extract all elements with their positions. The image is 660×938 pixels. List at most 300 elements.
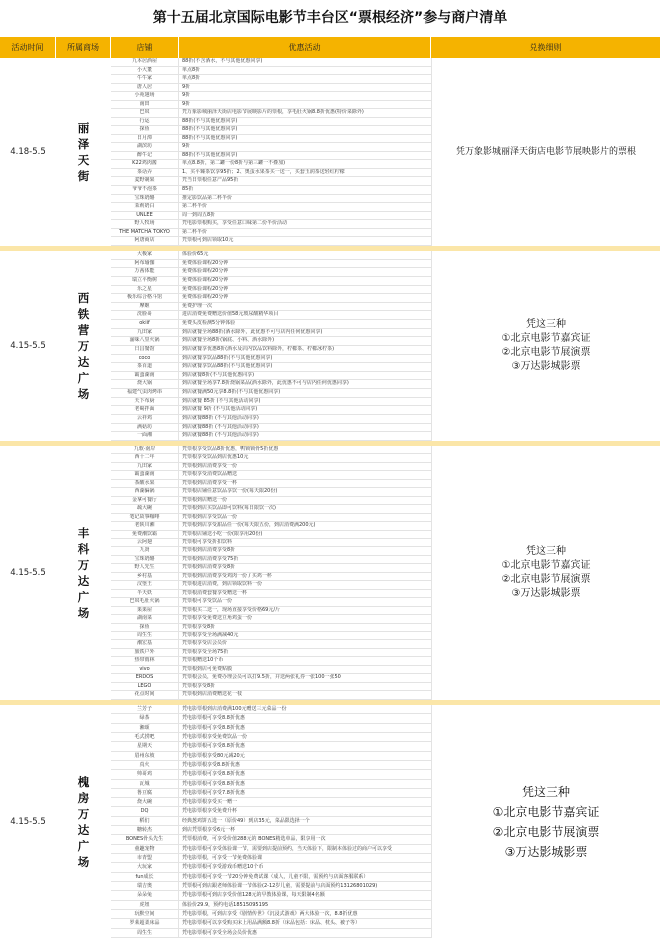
shop-name: 日昌餐馆 — [111, 346, 179, 354]
offer-text: 凭电影票根享受80元减20元 — [182, 752, 245, 759]
shop-name: 星期天 — [111, 742, 179, 750]
header-mall: 所属商场 — [56, 37, 111, 58]
shop-name: coco — [111, 355, 179, 363]
offer-text: 免费护理一次 — [182, 302, 213, 309]
shop-name: 九歌·南岸 — [111, 446, 179, 453]
table-row — [111, 691, 431, 699]
redeem-line: ①北京电影节嘉宾证 — [492, 804, 600, 819]
table-row — [111, 471, 431, 479]
table-row — [111, 320, 431, 329]
page-title: 第十五届北京国际电影节丰台区“票根经济”参与商户清单 — [152, 10, 508, 26]
shop-name: ERDOS — [111, 674, 179, 681]
offer-text: 凭电影票根可享受8.8折优惠 — [182, 743, 245, 750]
offer-text: 到店就餐全场88折(酒水除外，此优惠不可与店内任何优惠同享) — [182, 328, 323, 335]
offer-text: 免费体验课程20分钟 — [182, 294, 229, 301]
table-row — [111, 632, 431, 640]
redeem-text — [502, 545, 591, 601]
offer-text: 凭电影票根享受免费饮品一份 — [182, 733, 248, 740]
table-row — [111, 615, 431, 623]
table-row — [111, 724, 431, 733]
shop-name: 周生生 — [111, 929, 179, 937]
offer-text: 到店就餐满50元享8.8折(不与其他优惠同享) — [182, 389, 281, 395]
table-row — [111, 640, 431, 648]
shop-name: 牛牛家 — [111, 75, 179, 83]
table-row — [111, 873, 431, 882]
redeem-line: 凭这三种 — [526, 546, 566, 557]
table-row — [111, 363, 431, 372]
table-header — [0, 37, 660, 58]
table-row — [111, 590, 431, 598]
table-row — [111, 531, 431, 539]
shop-name: 茶百道 — [111, 363, 179, 371]
table-row — [111, 212, 431, 221]
offer-text: 推定影饮品第二杯半价 — [182, 194, 233, 201]
shop-name: 云祥鸡 — [111, 415, 179, 423]
shop-name: 满菇坊 — [111, 424, 179, 432]
redeem-line: ③万达影城影票 — [511, 361, 581, 372]
offer-text: 免费体验课程20分钟 — [182, 259, 229, 266]
table-row — [111, 126, 431, 135]
table-row — [111, 372, 431, 381]
offer-text: 单点8.8折，第二罐一份8折与第三罐一不叠加) — [182, 160, 286, 167]
table-row — [111, 919, 431, 928]
shop-name: 乡村基 — [111, 573, 179, 580]
offer-text: 凭票根会员，免费办理会员可以打9.5折，并送两张礼券一张100一张50 — [182, 674, 341, 681]
shop-name: 大极家 — [111, 251, 179, 259]
table-row — [111, 835, 431, 844]
table-row — [111, 303, 431, 312]
offer-text: 经典葱鸡饼五选一（原价49）到店35元，菜品限选择一个 — [182, 817, 310, 824]
shop-name: 毛式捞吧 — [111, 733, 179, 741]
offer-text: 凭电影票根可享受体验课一节，需要到店提前预约，当天体验下，限制本体验过的商户可以享受 — [182, 845, 393, 852]
table-row — [111, 624, 431, 632]
shop-name: 玩默空间 — [111, 910, 179, 918]
offer-text: 凭电影票根可享受8.8折优惠 — [182, 771, 245, 778]
table-row — [111, 497, 431, 505]
offer-text: 周一到周五8折 — [182, 211, 216, 218]
table-row — [111, 573, 431, 581]
table-row — [111, 109, 431, 118]
offer-text: 第二杯半价 — [182, 228, 208, 235]
mall-section — [0, 251, 660, 441]
shop-name: 万茜体能 — [111, 268, 179, 276]
table-row — [111, 564, 431, 572]
redeem-line: 凭这三种 — [526, 319, 566, 330]
mall-cell — [56, 446, 111, 700]
offer-text: 88折(不与其他优惠同享) — [182, 126, 238, 133]
shop-name: 瓦城 — [111, 780, 179, 788]
shop-name: 烧大锅 — [111, 380, 179, 388]
offer-text: 88折(不与其他优惠同享) — [182, 134, 238, 141]
redeem-line: 凭这三种 — [521, 784, 570, 799]
shop-name: 霸蛮湖南 — [111, 471, 179, 478]
offer-text: 凭票根到店消费享受75折 — [182, 555, 239, 562]
shop-name: 帅哥鸡 — [111, 770, 179, 778]
header-offer: 优惠活动 — [179, 37, 431, 58]
mall-name: 丽泽天街 — [77, 121, 90, 183]
redeem-line: ①北京电影节嘉宾证 — [501, 560, 591, 571]
shop-name: 福建气虫肉烤串 — [111, 389, 179, 397]
offer-text: 凭票根到店赠送一份 — [182, 496, 228, 503]
shop-list — [111, 446, 431, 700]
table-row — [111, 118, 431, 127]
offer-text: 进店消费免费赠送价值58元玻尿酸精华项目 — [182, 311, 279, 318]
table-row — [111, 666, 431, 674]
shop-name: 老蜀拌面 — [111, 406, 179, 414]
header-date: 活动时间 — [0, 37, 56, 58]
table-row — [111, 752, 431, 761]
shop-name: 茉莉奶白 — [111, 203, 179, 211]
shop-name: 霸蛮湖南 — [111, 372, 179, 380]
table-row — [111, 929, 431, 938]
table-row — [111, 346, 431, 355]
redeem-line: ③万达影城影票 — [504, 844, 588, 859]
shop-name: 麦野制果 — [111, 177, 179, 185]
mall-name: 丰科万达广场 — [77, 526, 90, 620]
redeem-line: ①北京电影节嘉宾证 — [501, 333, 591, 344]
shop-name: 九田家 — [111, 329, 179, 337]
table-row — [111, 220, 431, 229]
offer-text: 凭票根到店享受饮品一份 — [182, 513, 238, 520]
shop-name: 疏大碗 — [111, 505, 179, 512]
header-redeem: 兑换细则 — [529, 43, 562, 52]
table-row — [111, 229, 431, 238]
offer-text: 88折(不与其他优惠同享) — [182, 151, 238, 158]
offer-text: 单点8折 — [182, 75, 201, 82]
offer-text: 凭电影票根购买，享受任意口味第二份半价活动 — [182, 220, 288, 227]
offer-text: 凭电影票根可享受游戏币赠送10个币 — [182, 864, 264, 871]
table-row — [111, 910, 431, 919]
redeem-line: ②北京电影节展演票 — [501, 347, 591, 358]
offer-text: 免费体验课程20分钟 — [182, 276, 229, 283]
table-row — [111, 260, 431, 269]
offer-text: 凭电影票根享受买一赠一 — [182, 799, 238, 806]
offer-text: 凭电影票根可享受8.8折优惠 — [182, 724, 245, 731]
offer-text: 免费体验课程20分钟 — [182, 268, 229, 275]
table-row — [111, 845, 431, 854]
offer-text: 到店就餐8折(不与其他优惠同享) — [182, 371, 255, 378]
offer-text: 9折 — [182, 143, 191, 150]
mall-name: 槐房万达广场 — [77, 774, 90, 869]
shop-name: 南田 — [111, 101, 179, 109]
shop-name: 瑞立平衡树 — [111, 277, 179, 285]
offer-text: 凭电影票根可享受7.8折优惠 — [182, 789, 245, 796]
table-row — [111, 683, 431, 691]
shop-name: 阿布瑜伽 — [111, 260, 179, 268]
shop-name: fun成长 — [111, 873, 179, 881]
table-row — [111, 432, 431, 441]
table-row — [111, 203, 431, 212]
table-row — [111, 480, 431, 488]
table-row — [111, 380, 431, 389]
offer-text: 凭票根到店消费享受一份 — [182, 462, 238, 469]
table-row — [111, 446, 431, 454]
shop-name: 半天妖 — [111, 590, 179, 597]
shop-name: 绿茶 — [111, 714, 179, 722]
offer-text: 凭票根享受8折 — [182, 682, 216, 689]
shop-name: 九田家 — [111, 463, 179, 470]
offer-text: 85折 — [182, 185, 194, 192]
table-row — [111, 742, 431, 751]
redeem-line: ②北京电影节展演票 — [492, 824, 600, 839]
activity-date: 4.15-5.5 — [10, 816, 46, 827]
mall-name: 西铁营万达广场 — [77, 291, 90, 401]
redeem-rules — [431, 58, 660, 246]
shop-name: 罗莱超柔床品 — [111, 919, 179, 927]
offer-text: 凭票根店铺任意饮品享饮一份(每天限20份) — [182, 488, 278, 495]
shop-name: 果果屋 — [111, 607, 179, 614]
offer-text: 凭票根享受店会员价 — [182, 640, 228, 647]
shop-name: 极乐综合格斗馆 — [111, 294, 179, 302]
offer-text: 凭电影票根可享受一节20分钟免费试课（成人，儿童不限，需预约与店面客服联系） — [182, 873, 369, 880]
table-row — [111, 169, 431, 178]
shop-name: 旅铁户外 — [111, 649, 179, 656]
activity-date: 4.15-5.5 — [10, 568, 46, 578]
table-row — [111, 67, 431, 76]
redeem-rules — [431, 446, 660, 700]
redeem-rules — [431, 251, 660, 441]
table-row — [111, 355, 431, 364]
offer-text: 凭票根到店消费享受8折 — [182, 564, 236, 571]
shop-name: 虎妞 — [111, 901, 179, 909]
shop-name: 笔记故事咖啡 — [111, 514, 179, 521]
table-row — [111, 607, 431, 615]
offer-text: 凭电影票根享受免费升杯 — [182, 808, 238, 815]
shop-name: 行运 — [111, 118, 179, 126]
offer-text: 凭电影票根，可到店享受《剧情传世》《沉浸式游戏》两大体验一次，8.8折优惠 — [182, 910, 358, 917]
offer-text: 9折 — [182, 92, 191, 99]
table-row — [111, 311, 431, 320]
offer-text: 9折 — [182, 83, 191, 90]
table-row — [111, 514, 431, 522]
shop-name: 阿唐商店 — [111, 237, 179, 245]
shop-name: 西十二年 — [111, 454, 179, 461]
table-row — [111, 581, 431, 589]
offer-text: 凭票根店铺送小吃一份(限享用20份) — [182, 530, 263, 537]
shop-name: THE MATCHA TOKYO — [111, 229, 179, 237]
table-row — [111, 539, 431, 547]
table-row — [111, 152, 431, 161]
shop-name: 大玩家 — [111, 863, 179, 871]
shop-name: 周生生 — [111, 632, 179, 639]
offer-text: 凭票根到店享受甜品任一份(每天限五份，到店消费满200元) — [182, 522, 316, 529]
offer-text: 凭票根享受全场75折 — [182, 648, 229, 655]
offer-text: 凭票根到店消费享受8折 — [182, 547, 236, 554]
table-row — [111, 826, 431, 835]
shop-name: 洗脸哥 — [111, 311, 179, 319]
shop-name: BONES骨头先生 — [111, 835, 179, 843]
offer-text: 到店就餐88折 (不与其他活动同享) — [182, 414, 259, 421]
shop-name: 老陕川湘 — [111, 522, 179, 529]
shop-name: DQ — [111, 807, 179, 815]
table-row — [111, 406, 431, 415]
shop-name: 市青盟 — [111, 854, 179, 862]
table-row — [111, 733, 431, 742]
shop-name: 爷爷不泡茶 — [111, 186, 179, 194]
shop-name: 天下布厨 — [111, 398, 179, 406]
table-row — [111, 714, 431, 723]
table-row — [111, 186, 431, 195]
table-row — [111, 817, 431, 826]
offer-text: 到店就餐享饮品88折(不与其他优惠同享) — [182, 354, 273, 361]
table-row — [111, 863, 431, 872]
offer-text: 1、买平臻茶饮享95折；2、奥蛋水果茶买一送一，买套玉润茶送轻红柠檬 — [182, 168, 345, 175]
offer-text: 体验价29.9，预约电话18515095195 — [182, 901, 269, 908]
table-row — [111, 424, 431, 433]
shop-list — [111, 58, 431, 246]
offer-text: 凭票根可到店领取10元 — [182, 237, 234, 244]
shop-name: 湘颂 — [111, 724, 179, 732]
shop-name: 唐人居 — [111, 84, 179, 92]
table-row — [111, 547, 431, 555]
offer-text: 免费体验课程20分钟 — [182, 285, 229, 292]
shop-name: 巴奴 — [111, 109, 179, 117]
table-row — [111, 237, 431, 246]
offer-text: 凭票根到店买饮品即可饮料(每日限饮一次) — [182, 505, 276, 512]
offer-text: 凭票根可享受折扣饮料 — [182, 538, 233, 545]
shop-name: 烧大碗 — [111, 798, 179, 806]
shop-name: 野人牧场 — [111, 220, 179, 228]
shop-name: 茶话弄 — [111, 169, 179, 177]
table-row — [111, 277, 431, 286]
offer-text: 凭票根赠送10个币 — [182, 657, 224, 664]
shop-name: 九本居酒屋 — [111, 58, 179, 66]
table-row — [111, 135, 431, 144]
shop-name: UNLEE — [111, 212, 179, 220]
mall-section — [0, 446, 660, 700]
shop-name: 野人先生 — [111, 564, 179, 571]
table-row — [111, 882, 431, 891]
offer-text: 凭电影票根到店消费满100元赠送三元菜品一份 — [182, 706, 287, 712]
shop-name: 湖南菜 — [111, 615, 179, 622]
table-row — [111, 657, 431, 665]
shop-name: 一面湘 — [111, 432, 179, 440]
offer-text: 凭票根享受8折 — [182, 623, 216, 630]
shop-name: 西湖偏锅 — [111, 488, 179, 495]
offer-text: 到店就餐88折 (不与其他活动同享) — [182, 423, 259, 430]
offer-text: 到店就餐享饮品88折(不与其他优惠同享) — [182, 363, 273, 370]
shop-name: 真火 — [111, 761, 179, 769]
table-row — [111, 58, 431, 67]
shop-name: LEGO — [111, 683, 179, 690]
table-row — [111, 329, 431, 338]
table-row — [111, 294, 431, 303]
mall-cell — [56, 58, 111, 246]
offer-text: 到店就餐享优惠8折(酒水及店内饮品饮料除外，柠檬茶、柠檬冰柠茶) — [182, 345, 335, 352]
shop-name: vivo — [111, 666, 179, 673]
redeem-line: ③万达影城影票 — [511, 588, 581, 599]
table-row — [111, 522, 431, 530]
shop-name: 宝珠奶酪 — [111, 195, 179, 203]
offer-text: 凭票根到店可免费贴膜 — [182, 665, 233, 672]
shop-name: 探鱼 — [111, 624, 179, 631]
shop-name: 金拿可餐厅 — [111, 497, 179, 504]
table-row — [111, 505, 431, 513]
offer-text: 免费头皮检测5分钟体验 — [182, 320, 236, 326]
shop-name: 糖转杰 — [111, 826, 179, 834]
table-row — [111, 761, 431, 770]
table-row — [111, 84, 431, 93]
mall-section — [0, 705, 660, 938]
table-row — [111, 268, 431, 277]
offer-text: 凭当日票根任意产品95折 — [182, 177, 239, 184]
mall-cell — [56, 705, 111, 938]
shop-name: okiif — [111, 320, 179, 328]
offer-text: 体验价65元 — [182, 251, 209, 257]
offer-text: 凭电影票根享受8.8折优惠 — [182, 761, 240, 768]
activity-date: 4.18-5.5 — [10, 147, 46, 157]
table-row — [111, 398, 431, 407]
table-row — [111, 92, 431, 101]
shop-name: 摩姬 — [111, 303, 179, 311]
table-row — [111, 789, 431, 798]
shop-name: 探鱼 — [111, 126, 179, 134]
shop-name: 小大董 — [111, 67, 179, 75]
shop-name: 兰芳子 — [111, 705, 179, 713]
offer-text: 凭票根享受饮品到店优惠10元 — [182, 454, 249, 461]
offer-text: 到店凭票根享受6元一杯 — [182, 827, 236, 834]
table-row — [111, 674, 431, 682]
activity-date: 4.15-5.5 — [10, 341, 46, 351]
shop-name: 醉牛记 — [111, 152, 179, 160]
shop-name: 乐之星 — [111, 286, 179, 294]
redeem-text — [502, 318, 591, 374]
offer-text: 到店就餐全场享7.8折烧锅菜品(酒水除外，此优惠不可与店内任何优惠同享) — [182, 380, 349, 387]
table-row — [111, 556, 431, 564]
table-row — [111, 705, 431, 714]
offer-text: 凭票根可到店跟老师体验课一节体验(2-12岁儿童，需要提前与店面预约13126801029) — [182, 882, 378, 889]
table-row — [111, 891, 431, 900]
header-shop: 店铺 — [111, 37, 179, 58]
shop-name: 云阿翅 — [111, 539, 179, 546]
redeem-text — [493, 782, 600, 862]
table-row — [111, 389, 431, 398]
table-row — [111, 854, 431, 863]
shop-name: 免费潮饮霸 — [111, 531, 179, 538]
offer-text: 凭票根到店消费享受鸡肉一份 / 买鸡一杯 — [182, 572, 272, 579]
offer-text: 凭电影票根可到店享受价值128元的早教体验课，每天限制4名额 — [182, 892, 325, 899]
mall-section — [0, 58, 660, 246]
table-row — [111, 807, 431, 816]
offer-text: 凭电影票根可享受8.8折优惠 — [182, 715, 245, 722]
redeem-text: 凭万象影城丽泽天街店电影节展映影片的票根 — [455, 147, 636, 157]
table-row — [111, 251, 431, 260]
table-row — [111, 101, 431, 110]
redeem-line: ②北京电影节展演票 — [501, 574, 591, 585]
table-row — [111, 286, 431, 295]
shop-name: 巴奴毛肚火锅 — [111, 598, 179, 605]
table-row — [111, 75, 431, 84]
shop-name: 鲁豆腐 — [111, 789, 179, 797]
shop-name: 小苑翅场 — [111, 92, 179, 100]
offer-text: 凭票根享受免费送豆角鸡蛋一份 — [182, 615, 253, 622]
offer-text: 凭票根消费，可享受价值288元的 BONES精选单品，限享用一次 — [182, 836, 326, 843]
table-row — [111, 143, 431, 152]
offer-text: 凭电影票根可享受全场会员价优惠 — [182, 929, 258, 936]
offer-text: 凭票根到店消费享受一杯 — [182, 479, 238, 486]
shop-name: 茶酸水果 — [111, 480, 179, 487]
offer-text: 凭票根享受饮品8折优惠，鸭锁锁骨5折优惠 — [182, 446, 279, 452]
table-row — [111, 798, 431, 807]
offer-text: 凭票根买二送一，现场直接享受价格69元/斤 — [182, 606, 281, 613]
table-row — [111, 598, 431, 606]
shop-name: 童趣宠物 — [111, 845, 179, 853]
shop-name: 渝味八里火锅 — [111, 337, 179, 345]
table-row — [111, 770, 431, 779]
table-row — [111, 649, 431, 657]
offer-text: 到店就餐全场8折(锅底、小料、酒水除外) — [182, 337, 275, 344]
offer-text: 9折 — [182, 100, 191, 107]
